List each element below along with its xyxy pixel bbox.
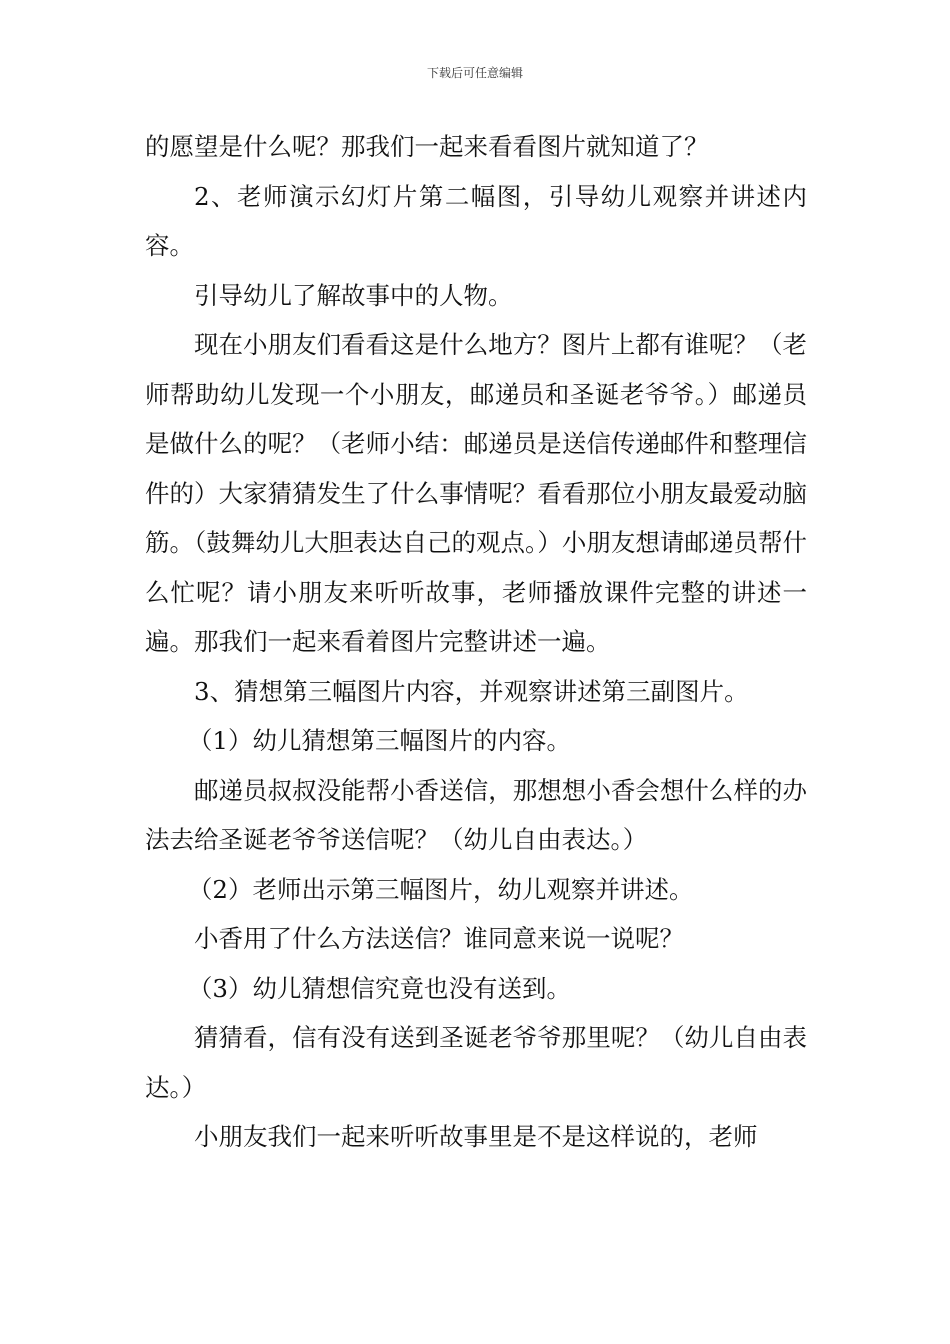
paragraph-listen-story: 小朋友我们一起来听听故事里是不是这样说的，老师	[194, 1122, 758, 1151]
paragraph-step-2: 2、老师演示幻灯片第二幅图，引导幼儿观察并讲述内容。	[145, 181, 807, 260]
paragraph-substep-2: （2）老师出示第三幅图片，幼儿观察并讲述。	[187, 874, 694, 904]
paragraph-discussion: 现在小朋友们看看这是什么地方？图片上都有谁呢？（老师帮助幼儿发现一个小朋友，邮递员和圣诞老爷爷。）邮递员是做什么的呢？（老师小结：邮递员是送信传递邮件和整理信件的）大家猜猜发生了什么事情呢？看看那位小朋友最爱动脑筋。（鼓舞幼儿大胆表达自己的观点。）小朋友想请邮递员帮什么忙呢？请小朋友来听听故事，老师播放课件完整的讲述一遍。那我们一起来看着图片完整讲述一遍。	[145, 330, 807, 656]
page-header: 下载后可任意编辑	[426, 66, 523, 80]
paragraph-guess-delivery: 猜猜看，信有没有送到圣诞老爷爷那里呢？（幼儿自由表达。）	[145, 1023, 807, 1102]
paragraph-characters: 引导幼儿了解故事中的人物。	[194, 280, 513, 310]
paragraph-guess-method: 邮递员叔叔没能帮小香送信，那想想小香会想什么样的办法去给圣诞老爷爷送信呢？（幼儿自由表达。）	[145, 775, 807, 854]
paragraph-substep-1: （1）幼儿猜想第三幅图片的内容。	[187, 726, 571, 755]
paragraph-step-3: 3、猜想第三幅图片内容，并观察讲述第三副图片。	[194, 676, 749, 706]
paragraph-method-question: 小香用了什么方法送信？谁同意来说一说呢？	[194, 924, 684, 953]
paragraph-substep-3: （3）幼儿猜想信究竟也没有送到。	[187, 973, 571, 1003]
paragraph-intro-continuation: 的愿望是什么呢？那我们一起来看看图片就知道了？	[145, 132, 709, 161]
document-body	[145, 122, 807, 1162]
